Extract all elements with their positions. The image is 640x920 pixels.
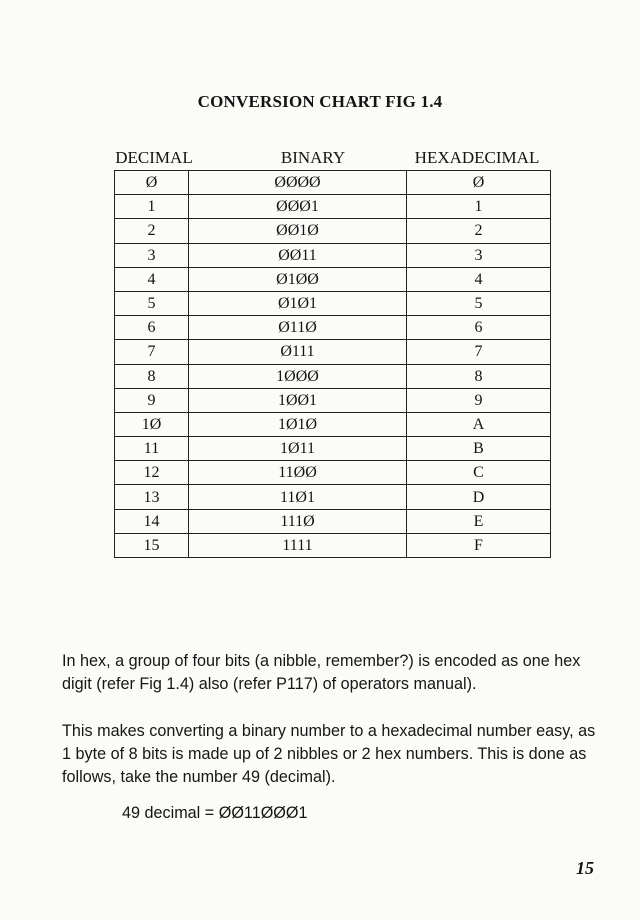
cell-decimal: 6: [115, 316, 189, 340]
cell-binary: 1Ø1Ø: [189, 412, 407, 436]
table-row: [115, 340, 551, 364]
header-binary: BINARY: [280, 148, 346, 167]
table-row: [115, 509, 551, 533]
cell-binary: ØØØ1: [189, 195, 407, 219]
cell-decimal: 1: [115, 195, 189, 219]
cell-hex: 1: [407, 195, 551, 219]
table-row: [115, 388, 551, 412]
cell-hex: 7: [407, 340, 551, 364]
cell-decimal: 13: [115, 485, 189, 509]
chart-title: CONVERSION CHART FIG 1.4: [197, 92, 443, 111]
table-row: [115, 316, 551, 340]
table-row: [115, 485, 551, 509]
header-decimal: DECIMAL: [115, 148, 193, 167]
cell-hex: 2: [407, 219, 551, 243]
table-row: [115, 195, 551, 219]
cell-decimal: 4: [115, 267, 189, 291]
page-number: 15: [576, 858, 594, 878]
cell-hex: B: [407, 437, 551, 461]
table-row: [115, 243, 551, 267]
cell-decimal: 1Ø: [115, 412, 189, 436]
table-row: [115, 461, 551, 485]
cell-decimal: 14: [115, 509, 189, 533]
table-row: [115, 267, 551, 291]
table-row: [115, 219, 551, 243]
cell-hex: A: [407, 412, 551, 436]
cell-decimal: 5: [115, 291, 189, 315]
cell-binary: Ø111: [189, 340, 407, 364]
cell-binary: 1ØØØ: [189, 364, 407, 388]
cell-hex: Ø: [407, 171, 551, 195]
cell-decimal: Ø: [115, 171, 189, 195]
cell-hex: 3: [407, 243, 551, 267]
cell-binary: Ø11Ø: [189, 316, 407, 340]
cell-binary: 1111: [189, 533, 407, 557]
header-hexadecimal: HEXADECIMAL: [414, 148, 540, 167]
cell-hex: 4: [407, 267, 551, 291]
cell-decimal: 8: [115, 364, 189, 388]
paragraph-conversion: This makes converting a binary number to a hexadecimal number easy, as 1 byte of 8 bits is made up of 2 nibbles or 2 hex numbers. This is done as follows, take the number 49 (decimal).: [62, 722, 596, 786]
cell-decimal: 15: [115, 533, 189, 557]
cell-hex: 8: [407, 364, 551, 388]
cell-binary: 1ØØ1: [189, 388, 407, 412]
conversion-table: [114, 170, 551, 558]
cell-binary: 1Ø11: [189, 437, 407, 461]
table-row: [115, 291, 551, 315]
cell-binary: Ø1Ø1: [189, 291, 407, 315]
table-row: [115, 171, 551, 195]
cell-binary: 11Ø1: [189, 485, 407, 509]
table-row: [115, 533, 551, 557]
cell-binary: Ø1ØØ: [189, 267, 407, 291]
table-row: [115, 437, 551, 461]
cell-decimal: 11: [115, 437, 189, 461]
column-headers: [0, 148, 640, 170]
example-line: 49 decimal = ØØ11ØØØ1: [122, 804, 308, 822]
table-row: [115, 412, 551, 436]
cell-hex: C: [407, 461, 551, 485]
cell-hex: F: [407, 533, 551, 557]
cell-binary: ØØ11: [189, 243, 407, 267]
cell-decimal: 3: [115, 243, 189, 267]
cell-hex: D: [407, 485, 551, 509]
cell-decimal: 7: [115, 340, 189, 364]
cell-binary: 11ØØ: [189, 461, 407, 485]
cell-binary: 111Ø: [189, 509, 407, 533]
table-row: [115, 364, 551, 388]
cell-hex: 9: [407, 388, 551, 412]
cell-hex: E: [407, 509, 551, 533]
cell-hex: 5: [407, 291, 551, 315]
cell-decimal: 12: [115, 461, 189, 485]
cell-hex: 6: [407, 316, 551, 340]
cell-binary: ØØØØ: [189, 171, 407, 195]
cell-decimal: 9: [115, 388, 189, 412]
cell-binary: ØØ1Ø: [189, 219, 407, 243]
cell-decimal: 2: [115, 219, 189, 243]
paragraph-nibble: In hex, a group of four bits (a nibble, remember?) is encoded as one hex digit (refer Fig 1.4) also (refer P117) of operators manual).: [62, 652, 581, 693]
